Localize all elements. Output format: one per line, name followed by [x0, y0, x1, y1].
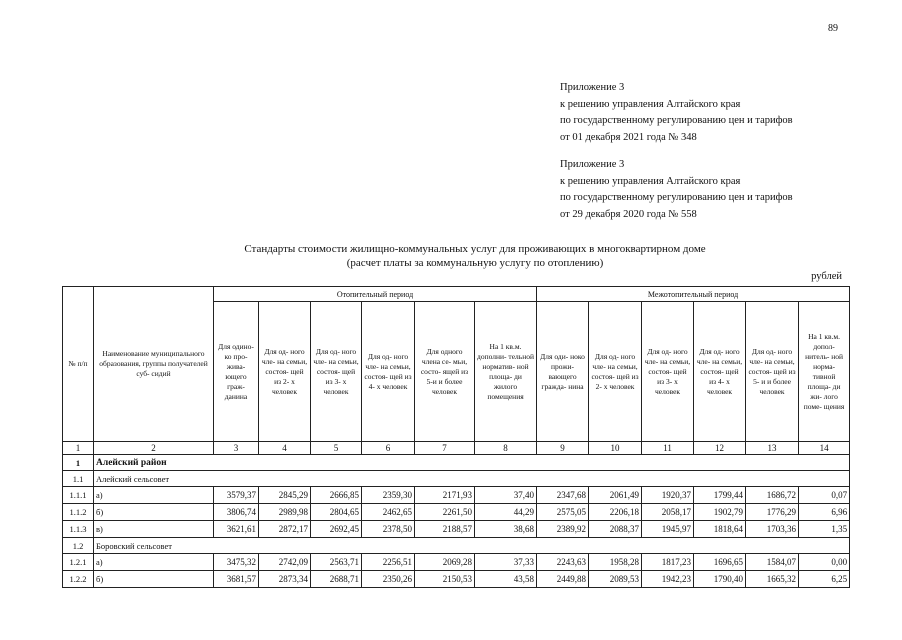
column-number: 5 [311, 442, 362, 455]
value-cell: 6,96 [799, 504, 850, 521]
appendix-line: к решению управления Алтайского края [560, 98, 741, 110]
value-cell: 2845,29 [259, 487, 311, 504]
value-cell: 2359,30 [362, 487, 415, 504]
value-cell: 2206,18 [589, 504, 642, 521]
value-cell: 2058,17 [642, 504, 694, 521]
value-cell: 1665,32 [746, 571, 799, 588]
row-code: 1.2 [63, 538, 94, 554]
value-cell: 2171,93 [415, 487, 475, 504]
value-cell: 2666,85 [311, 487, 362, 504]
column-number: 13 [746, 442, 799, 455]
row-code: 1.1 [63, 471, 94, 487]
appendix-line: от 29 декабря 2020 года № 558 [560, 208, 697, 220]
header-interheating-col: Для од- ного чле- на семьи, состоя- щей из 5- и и более человек [746, 302, 799, 442]
group-name: в) [94, 521, 214, 538]
header-interheating-col: На 1 кв.м. допол- нитель- ной норма- тивной площа- ди жи- лого поме- щения [799, 302, 850, 442]
column-number: 9 [537, 442, 589, 455]
subsection-name: Боровский сельсовет [94, 538, 850, 554]
tariff-table [62, 286, 850, 588]
column-number: 12 [694, 442, 746, 455]
row-code: 1 [63, 455, 94, 471]
header-name: Наименование муниципального образования, группы получателей суб- сидий [94, 287, 214, 442]
row-code: 1.1.3 [63, 521, 94, 538]
value-cell: 0,07 [799, 487, 850, 504]
value-cell: 3621,61 [214, 521, 259, 538]
appendix-block-previous [560, 157, 793, 223]
value-cell: 2804,65 [311, 504, 362, 521]
header-interheating-col: Для од- ного чле- на семьи, состоя- щей из 4- х человек [694, 302, 746, 442]
table-row [63, 571, 850, 588]
column-number: 4 [259, 442, 311, 455]
section-name: Алейский район [94, 455, 850, 471]
group-name: б) [94, 504, 214, 521]
value-cell: 2462,65 [362, 504, 415, 521]
value-cell: 2256,51 [362, 554, 415, 571]
appendix-line: от 01 декабря 2021 года № 348 [560, 131, 697, 143]
value-cell: 1817,23 [642, 554, 694, 571]
column-number: 6 [362, 442, 415, 455]
table-body [63, 455, 850, 588]
value-cell: 1958,28 [589, 554, 642, 571]
table-row [63, 487, 850, 504]
row-code: 1.2.2 [63, 571, 94, 588]
subsection-row [63, 471, 850, 487]
value-cell: 2089,53 [589, 571, 642, 588]
value-cell: 1696,65 [694, 554, 746, 571]
column-number: 7 [415, 442, 475, 455]
appendix-line: Приложение 3 [560, 159, 625, 170]
header-heating-col: На 1 кв.м. дополни- тельной норматив- ной площа- ди жилого помещения [475, 302, 537, 442]
group-name: б) [94, 571, 214, 588]
column-number-row [63, 442, 850, 455]
column-number: 10 [589, 442, 642, 455]
value-cell: 3475,32 [214, 554, 259, 571]
value-cell: 2088,37 [589, 521, 642, 538]
header-heating-col: Для од- ного чле- на семьи, состоя- щей из 2- х человек [259, 302, 311, 442]
appendix-line: по государственному регулированию цен и тарифов [560, 192, 793, 203]
subsection-name: Алейский сельсовет [94, 471, 850, 487]
column-number: 11 [642, 442, 694, 455]
value-cell: 1,35 [799, 521, 850, 538]
header-interheating-col: Для оди- ноко прожи- вающего гражда- нина [537, 302, 589, 442]
document-title [0, 242, 902, 270]
value-cell: 2188,57 [415, 521, 475, 538]
value-cell: 1776,29 [746, 504, 799, 521]
header-heating-col: Для одного члена се- мьи, состо- ящей из 5-и и более человек [415, 302, 475, 442]
appendix-line: Приложение 3 [560, 82, 625, 93]
value-cell: 3681,57 [214, 571, 259, 588]
group-name: а) [94, 487, 214, 504]
group-name: а) [94, 554, 214, 571]
value-cell: 2563,71 [311, 554, 362, 571]
title-line-2: (расчет платы за коммунальную услугу по отоплению) [346, 257, 604, 269]
value-cell: 1790,40 [694, 571, 746, 588]
header-heating-col: Для од- ного чле- на семьи, состоя- щей из 4- х человек [362, 302, 415, 442]
value-cell: 1920,37 [642, 487, 694, 504]
value-cell: 2061,49 [589, 487, 642, 504]
value-cell: 37,33 [475, 554, 537, 571]
appendix-line: к решению управления Алтайского края [560, 175, 741, 187]
value-cell: 2989,98 [259, 504, 311, 521]
row-code: 1.1.1 [63, 487, 94, 504]
value-cell: 2575,05 [537, 504, 589, 521]
column-number: 2 [94, 442, 214, 455]
value-cell: 1799,44 [694, 487, 746, 504]
column-number: 3 [214, 442, 259, 455]
value-cell: 1902,79 [694, 504, 746, 521]
table-row [63, 554, 850, 571]
value-cell: 2742,09 [259, 554, 311, 571]
value-cell: 2449,88 [537, 571, 589, 588]
header-interheating-period: Межотопительный период [537, 287, 850, 302]
value-cell: 0,00 [799, 554, 850, 571]
header-heating-col: Для од- ного чле- на семьи, состоя- щей из 3- х человек [311, 302, 362, 442]
value-cell: 3579,37 [214, 487, 259, 504]
value-cell: 2873,34 [259, 571, 311, 588]
appendix-block-current [560, 80, 793, 146]
value-cell: 2692,45 [311, 521, 362, 538]
table-row [63, 504, 850, 521]
section-row [63, 455, 850, 471]
subsection-row [63, 538, 850, 554]
value-cell: 2389,92 [537, 521, 589, 538]
header-num: № п/п [63, 287, 94, 442]
column-number: 1 [63, 442, 94, 455]
units-label: рублей [811, 271, 842, 282]
value-cell: 38,68 [475, 521, 537, 538]
value-cell: 2069,28 [415, 554, 475, 571]
value-cell: 2261,50 [415, 504, 475, 521]
header-heating-col: Для одино- ко про- жива- ющего граж- данина [214, 302, 259, 442]
title-line-1: Стандарты стоимости жилищно-коммунальных услуг для проживающих в многоквартирном доме [244, 243, 706, 255]
value-cell: 2243,63 [537, 554, 589, 571]
value-cell: 1818,64 [694, 521, 746, 538]
value-cell: 1945,97 [642, 521, 694, 538]
appendix-line: по государственному регулированию цен и тарифов [560, 115, 793, 126]
value-cell: 2350,26 [362, 571, 415, 588]
table-row [63, 521, 850, 538]
value-cell: 1686,72 [746, 487, 799, 504]
header-heating-period: Отопительный период [214, 287, 537, 302]
value-cell: 1584,07 [746, 554, 799, 571]
column-number: 14 [799, 442, 850, 455]
value-cell: 2872,17 [259, 521, 311, 538]
value-cell: 1942,23 [642, 571, 694, 588]
value-cell: 1703,36 [746, 521, 799, 538]
value-cell: 44,29 [475, 504, 537, 521]
row-code: 1.2.1 [63, 554, 94, 571]
header-interheating-col: Для од- ного чле- на семьи, состоя- щей из 2- х человек [589, 302, 642, 442]
page-number: 89 [828, 23, 838, 34]
value-cell: 43,58 [475, 571, 537, 588]
column-number: 8 [475, 442, 537, 455]
value-cell: 2347,68 [537, 487, 589, 504]
value-cell: 2150,53 [415, 571, 475, 588]
value-cell: 2688,71 [311, 571, 362, 588]
value-cell: 3806,74 [214, 504, 259, 521]
row-code: 1.1.2 [63, 504, 94, 521]
value-cell: 6,25 [799, 571, 850, 588]
value-cell: 37,40 [475, 487, 537, 504]
value-cell: 2378,50 [362, 521, 415, 538]
header-interheating-col: Для од- ного чле- на семьи, состоя- щей из 3- х человек [642, 302, 694, 442]
